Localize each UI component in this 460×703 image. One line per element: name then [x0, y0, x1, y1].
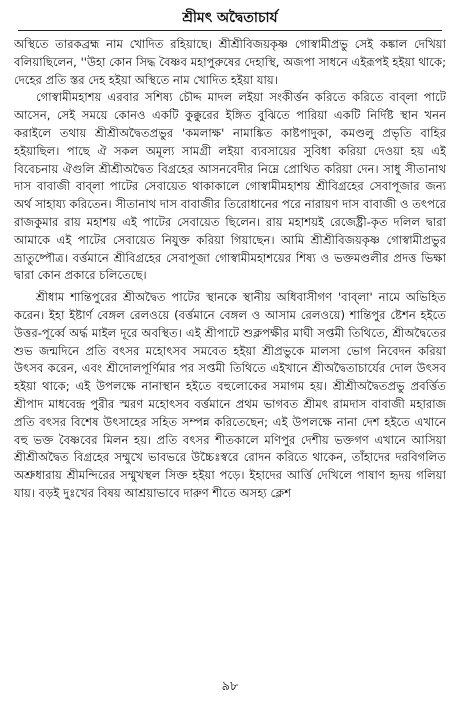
- paragraph-2: গোস্বামীমহাশয় এরবার সশিষ্য চৌদ্দ মাদল লইয়া সংকীর্ত্তন করিতে করিতে বাব্‌লা পাটে আসেন, সেই সময়ে কোনও একটি কুক্কুরের ইঙ্গিত বুঝিতে পারিয়া একটি নির্দিষ্ট স্থান খনন করাইলে তথায় শ্রীশ্রীঅদ্বৈতপ্রভুর 'কমলাক্ষ' নামাঙ্কিত কাষ্টপাদুকা, কমণ্ডলু প্রভৃতি বাহির হইয়াছিল। পাছে ঐ সকল অমূল্য সামগ্রী লইয়া ব্যবসায়ের সুবিধা করিয়া দেওয়া হয় এই বিবেচনায় ঐগুলি শ্রীশ্রীঅদ্বৈত বিগ্রহের আসনবেদীর নিম্নে প্রোথিত করিয়া দেন। সাধু সীতানাথ দাস বাবাজী বাব্‌লা পাটের সেবায়েত থাকাকালে গোস্বামীমহাশয় শ্রীবিগ্রহের সেবাপূজার জন্য অর্থ সাহায্য করিতেন। সীতানাথ দাস বাবাজীর তিরোধানের পরে নারায়ণ দাস বাবাজী ও তৎপরে রাজকুমার রায় মহাশয় এই পাটের সেবায়েত ছিলেন। রায় মহাশয়ই রেজেষ্ট্রী-কৃত দলিল দ্বারা আমাকে এই পাটের সেবায়েত নিযুক্ত করিয়া গিয়াছেন। আমি শ্রীশ্রীবিজয়কৃষ্ণ গোস্বামীপ্রভুর ভ্রাতুষ্পৌত্র। বর্ত্তমানে শ্রীবিগ্রহের সেবাপূজা গোস্বামীমহাশয়ের শিষ্য ও ভক্তমণ্ডলীর প্রদত্ত ভিক্ষা দ্বারা কোন প্রকারে চলিতেছে।: [14, 90, 446, 283]
- paragraph-3: শ্রীধাম শান্তিপুরের শ্রীঅদ্বৈত পাটের স্থানকে স্থানীয় অধিবাসীগণ 'বাব্‌লা' নামে অভিহিত করেন। ইহা ইষ্টার্ণ বেঙ্গল রেলওয়ে (বর্ত্তমানে বেঙ্গল ও আসাম রেলওয়ে) শান্তিপুর ষ্টেশন হইতে উত্তর-পূর্ব্বে অর্দ্ধ মাইল দূরে অবস্থিত। এই শ্রীপাটে শুক্লপক্ষীর মাঘী সপ্তমী তিথিতে, শ্রীঅদ্বৈতের শুভ জন্মদিনে প্রতি বৎসর মহোৎসব সমবেত হইয়া শ্রীপ্রভুকে মালসা ভোগ নিবেদন করিয়া উৎসব করেন, এবং শ্রীদোলপূর্ণিমার পর সপ্তমী তিথিতে এইখানে শ্রীঅদ্বৈতাচার্যের দোল উৎসব হইয়া থাকে; এই উপলক্ষে নানাস্থান হইতে বহুলোকের সমাগম হয়। শ্রীশ্রীঅদ্বৈতপ্রভু প্রবর্ত্তিত শ্রীপাদ মাধবেন্দ্র পুরীর স্মরণ মহোৎসব বর্ত্তমানে প্রথম ভাগবত শ্রীমৎ রামদাস বাবাজী মহারাজ প্রতি বৎসর বিশেষ উৎসাহের সহিত সম্পন্ন করিতেছেন; এই উপলক্ষে নানা দেশ হইতে এখানে বহু ভক্ত বৈষ্ণবের মিলন হয়। প্রতি বৎসর শীতকালে মণিপুর দেশীয় ভক্তগণ এখানে আসিয়া শ্রীশ্রীঅদ্বৈত বিগ্রহের সম্মুখে ভাবভরে উচ্চৈঃস্বরে রোদন করিতে থাকেন, তাঁহাদের দরবিগলিত অশ্রুধারায় শ্রীমন্দিরের সম্মুখস্থল সিক্ত হইয়া পড়ে। ইহাদের আর্ত্তি দেখিলে পাষাণ হৃদয় গলিয়া যায়। বড়ই দুঃখের বিষয় আশ্রয়াভাবে দারুণ শীতে অসহ্য ক্লেশ: [14, 290, 446, 500]
- running-header: [18, 6, 442, 31]
- header-title: শ্রীমৎ অদ্বৈতাচার্য: [182, 10, 278, 26]
- paragraph-1: অস্থিতে তারকব্রহ্ম নাম খোদিত রহিয়াছে। শ্রীশ্রীবিজয়কৃষ্ণ গোস্বামীপ্রভু সেই কঙ্কাল দেখিয়া বলিয়াছিলেন, ''উহা কোন সিদ্ধ বৈষ্ণব মহাপুরুষের দেহাস্থি, অজপা সাধনে এইরূপই হইয়া থাকে; দেহের প্রতি স্তর দেহ হইয়া অস্থিতে নাম খোদিত হইয়া যায়।: [14, 37, 446, 87]
- page-number: ৯৮: [221, 679, 239, 694]
- body-text: [14, 36, 446, 666]
